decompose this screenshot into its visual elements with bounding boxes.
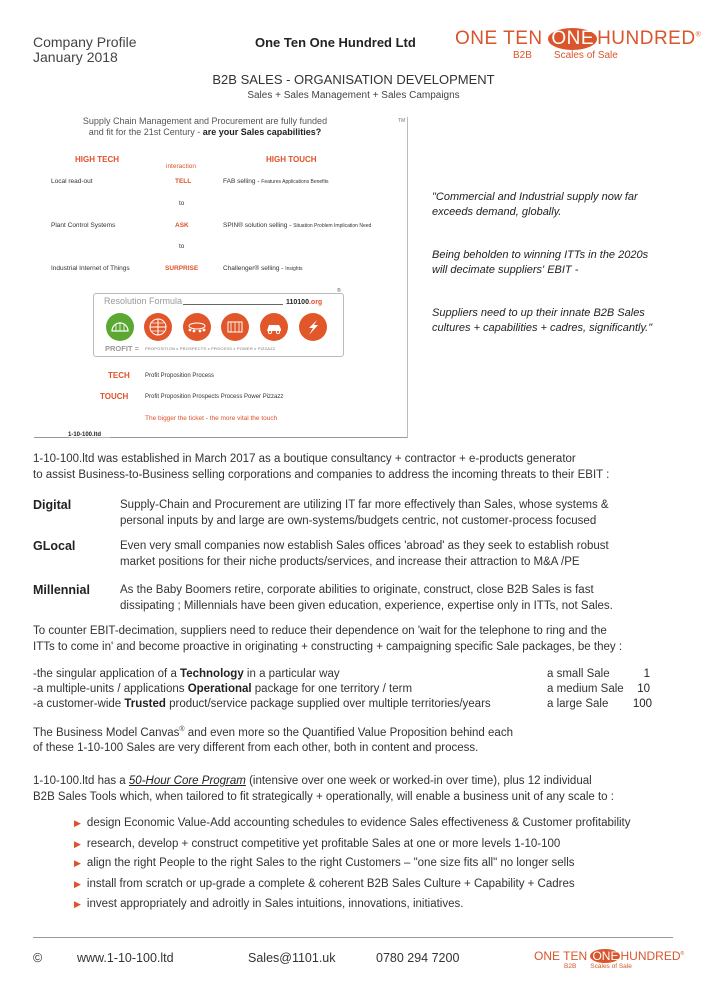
threat-digital-line2: personal inputs by and large are own-systems/budgets centric, not customer-process focused — [120, 514, 597, 527]
threat-millennial-line2: dissipating ; Millennials have been given education, experience, expertise only in ITTs, not Sales. — [120, 599, 613, 612]
canvas-line1-a: The Business Model Canvas — [33, 726, 180, 739]
quote-2 — [432, 248, 682, 278]
intro-line2: to assist Business-to-Business selling corporations and companies to address the incoming threats to their EBIT : — [33, 468, 610, 481]
row3-right-detail: Insights — [285, 266, 303, 272]
logo-sub-b2b: B2B — [513, 50, 532, 61]
counter-paragraph — [33, 624, 622, 655]
row1-mid: TELL — [175, 178, 192, 185]
dome-icon — [106, 313, 134, 341]
resolution-url-tld: .org — [308, 299, 323, 306]
row3-mid: SURPRISE — [165, 265, 199, 272]
bullet-arrow-icon: ▶ — [74, 879, 81, 889]
row2-right-main: SPIN® solution selling - — [223, 222, 294, 229]
resolution-reg: ® — [337, 288, 341, 294]
panel-footer-line — [110, 437, 407, 438]
pizzazz-icon — [299, 313, 327, 341]
panel-title-line2: and fit for the 21st Century - — [88, 127, 203, 137]
footer-logo-text-one: ONE — [592, 949, 619, 963]
threat-digital-line1: Supply-Chain and Procurement are utilizing IT far more effectively than Sales, whose systems & — [120, 499, 609, 511]
tech-label: TECH — [108, 371, 130, 380]
quote-2-line2: will decimate suppliers' EBIT - — [432, 264, 579, 276]
row1-left: Local read-out — [51, 178, 93, 185]
footer-logo-text-b: HUNDRED — [620, 949, 681, 963]
quote-1-line1: "Commercial and Industrial supply now far — [432, 191, 638, 203]
sale-medium-type: Operational — [187, 683, 252, 695]
threat-key-millennial: Millennial — [33, 583, 90, 597]
power-icon — [260, 313, 288, 341]
doc-type: Company Profile — [33, 34, 137, 50]
threat-millennial-line1: As the Baby Boomers retire, corporate abilities to originate, construct, close B2B Sales is fast — [120, 584, 594, 596]
sale-medium-pre: -a multiple-units / applications — [33, 683, 188, 695]
footer-phone: 0780 294 7200 — [376, 951, 460, 965]
page-title: B2B SALES - ORGANISATION DEVELOPMENT — [212, 72, 495, 87]
quote-2-line1: Being beholden to winning ITTs in the 2020s — [432, 249, 649, 261]
logo-text-a: ONE TEN — [455, 28, 549, 49]
row1-right-main: FAB selling - — [223, 178, 262, 185]
threat-text-glocal — [120, 539, 609, 570]
footer-logo — [534, 949, 684, 970]
quote-3 — [432, 306, 682, 336]
row3-left: Industrial Internet of Things — [51, 265, 130, 272]
quote-1-line2: exceeds demand, globally. — [432, 206, 562, 218]
logo-text-one: ONE — [548, 28, 597, 50]
program-line2: B2B Sales Tools which, when tailored to fit strategically + operationally, will enable a business unit of any scale to : — [33, 790, 614, 803]
footer-email-link[interactable]: Sales@1101.uk — [248, 951, 336, 965]
row3-right-main: Challenger® selling - — [223, 265, 286, 272]
resolution-url — [286, 299, 322, 306]
panel-title-line1: Supply Chain Management and Procurement are fully funded — [82, 116, 328, 126]
panel-footer-line — [34, 437, 69, 438]
row2-left: Plant Control Systems — [51, 222, 116, 229]
sale-small-number: 1 — [643, 668, 650, 680]
bullet-arrow-icon: ▶ — [74, 858, 81, 868]
sale-large-pre: -a customer-wide — [33, 698, 125, 710]
row2-mid: ASK — [175, 222, 189, 229]
list-item-text: install from scratch or up-grade a complete & coherent B2B Sales Culture + Capability + Cadres — [86, 878, 575, 890]
list-item-text: design Economic Value-Add accounting schedules to evidence Sales effectiveness & Customer profitability — [86, 817, 631, 829]
sale-medium — [33, 683, 412, 695]
threat-key-glocal: GLocal — [33, 539, 76, 553]
logo-reg: ® — [695, 31, 702, 39]
footer-website-link[interactable]: www.1-10-100.ltd — [77, 951, 174, 965]
sale-large-label: a large Sale — [547, 698, 609, 710]
list-item-text: invest appropriately and adroitly in Sales intuitions, innovations, initiatives. — [86, 898, 464, 910]
list-item — [74, 878, 575, 890]
program-line1-a: 1-10-100.ltd has a — [33, 775, 129, 787]
counter-line2: ITTs to come in' and become proactive in originating + constructing + campaigning specific Sale packages, be they : — [33, 640, 623, 653]
sale-medium-label: a medium Sale — [547, 683, 624, 695]
sale-large-number: 100 — [632, 698, 652, 710]
canvas-line1-b: and even more so the Quantified Value Proposition behind each — [184, 726, 513, 739]
program-paragraph — [33, 774, 614, 805]
sale-medium-post: package for one territory / term — [251, 683, 413, 695]
footer-divider — [33, 937, 673, 938]
sale-small-type: Technology — [180, 668, 244, 680]
list-item-text: research, develop + construct competitive yet profitable Sales at one or more levels 1-10-100 — [86, 838, 561, 850]
list-item — [74, 857, 575, 869]
tech-items: Profit Proposition Process — [145, 373, 215, 379]
panel-footer-tag: 1-10-100.ltd — [68, 432, 102, 438]
list-item — [74, 898, 463, 910]
list-item — [74, 838, 560, 850]
profit-label: PROFIT = — [105, 344, 139, 353]
sale-small — [33, 668, 340, 680]
resolution-title: Resolution Formula — [104, 296, 183, 306]
sale-small-label: a small Sale — [547, 668, 610, 680]
program-line1-c: (intensive over one week or worked-in over time), plus 12 individual — [245, 775, 592, 787]
bullet-arrow-icon: ▶ — [74, 899, 81, 909]
grid-icon — [144, 313, 172, 341]
quote-3-line2: cultures + capabilities + cadres, significantly." — [432, 322, 653, 334]
intro-paragraph — [33, 452, 609, 483]
bullet-arrow-icon: ▶ — [74, 839, 81, 849]
counter-line1: To counter EBIT-decimation, suppliers need to reduce their dependence on 'wait for the telephone to ring and the — [33, 625, 607, 637]
touch-label: TOUCH — [100, 392, 129, 401]
logo-sub-scales: Scales of Sale — [553, 50, 618, 61]
canvas-line2: of these 1-10-100 Sales are very different from each other, both in content and process. — [33, 742, 479, 755]
panel-tm: TM — [398, 118, 406, 124]
row1-right-detail: Features Applications Benefits — [261, 179, 329, 185]
infographic-panel — [34, 117, 408, 438]
footer-logo-sub-b2b: B2B — [564, 963, 577, 970]
copyright-symbol: © — [33, 951, 43, 965]
sale-large-post: product/service package supplied over multiple territories/years — [165, 698, 491, 710]
high-touch-heading: HIGH TOUCH — [266, 155, 317, 164]
resolution-divider — [183, 304, 283, 305]
touch-items: Profit Proposition Prospects Process Power Pizzazz — [145, 394, 284, 400]
threat-key-digital: Digital — [33, 498, 72, 512]
intro-line1: 1-10-100.ltd was established in March 2017 as a boutique consultancy + contractor + e-products generator — [33, 453, 576, 465]
to-connector-2: to — [179, 243, 185, 250]
logo-text-b: HUNDRED — [597, 28, 696, 49]
company-name: One Ten One Hundred Ltd — [255, 35, 416, 50]
row3-right — [223, 265, 302, 272]
sale-small-post: in a particular way — [243, 668, 340, 680]
threat-glocal-line1: Even very small companies now establish Sales offices 'abroad' as they seek to establish robust — [120, 540, 609, 552]
process-icon — [221, 313, 249, 341]
quote-3-line1: Suppliers need to up their innate B2B Sales — [432, 307, 645, 319]
to-connector-1: to — [179, 200, 185, 207]
footer-logo-reg: ® — [680, 951, 685, 957]
row2-right — [223, 222, 371, 229]
sale-large-type: Trusted — [124, 698, 166, 710]
resolution-url-main: 110100 — [286, 299, 309, 306]
quote-1 — [432, 190, 682, 220]
document-meta — [33, 35, 137, 65]
canvas-reg: ® — [179, 726, 185, 733]
row2-right-detail: Situation Problem Implication Need — [293, 223, 372, 229]
ticket-note: The bigger the ticket - the more vital the touch — [145, 415, 278, 422]
sale-small-pre: -the singular application of a — [33, 668, 181, 680]
threat-glocal-line2: market positions for their niche products/services, and increase their attraction to M&A /PE — [120, 555, 580, 568]
profit-formula-terms: PROPOSITION x PROSPECTS x PROCESS x POWER x PIZZAZZ — [145, 346, 276, 351]
panel-title — [40, 116, 370, 138]
row1-right — [223, 178, 329, 185]
footer-logo-sub-scales: Scales of Sale — [590, 963, 632, 970]
canvas-paragraph — [33, 722, 513, 757]
sale-large — [33, 698, 491, 710]
threat-text-millennial — [120, 583, 613, 614]
program-name: 50-Hour Core Program — [128, 775, 246, 787]
footer-logo-text-a: ONE TEN — [534, 949, 591, 963]
doc-date: January 2018 — [33, 49, 118, 65]
high-tech-heading: HIGH TECH — [75, 155, 119, 164]
bullet-arrow-icon: ▶ — [74, 818, 81, 828]
list-item-text: align the right People to the right Sales to the right Customers – "one size fits all" no longer sells — [86, 857, 575, 869]
list-item — [74, 817, 631, 829]
threat-text-digital — [120, 498, 609, 529]
company-logo — [455, 28, 702, 68]
panel-title-question: are your Sales capabilities? — [202, 127, 322, 137]
interaction-label: interaction — [166, 163, 196, 170]
page-subtitle: Sales + Sales Management + Sales Campaigns — [247, 90, 460, 101]
sale-medium-number: 10 — [637, 683, 650, 695]
table-icon — [183, 313, 211, 341]
